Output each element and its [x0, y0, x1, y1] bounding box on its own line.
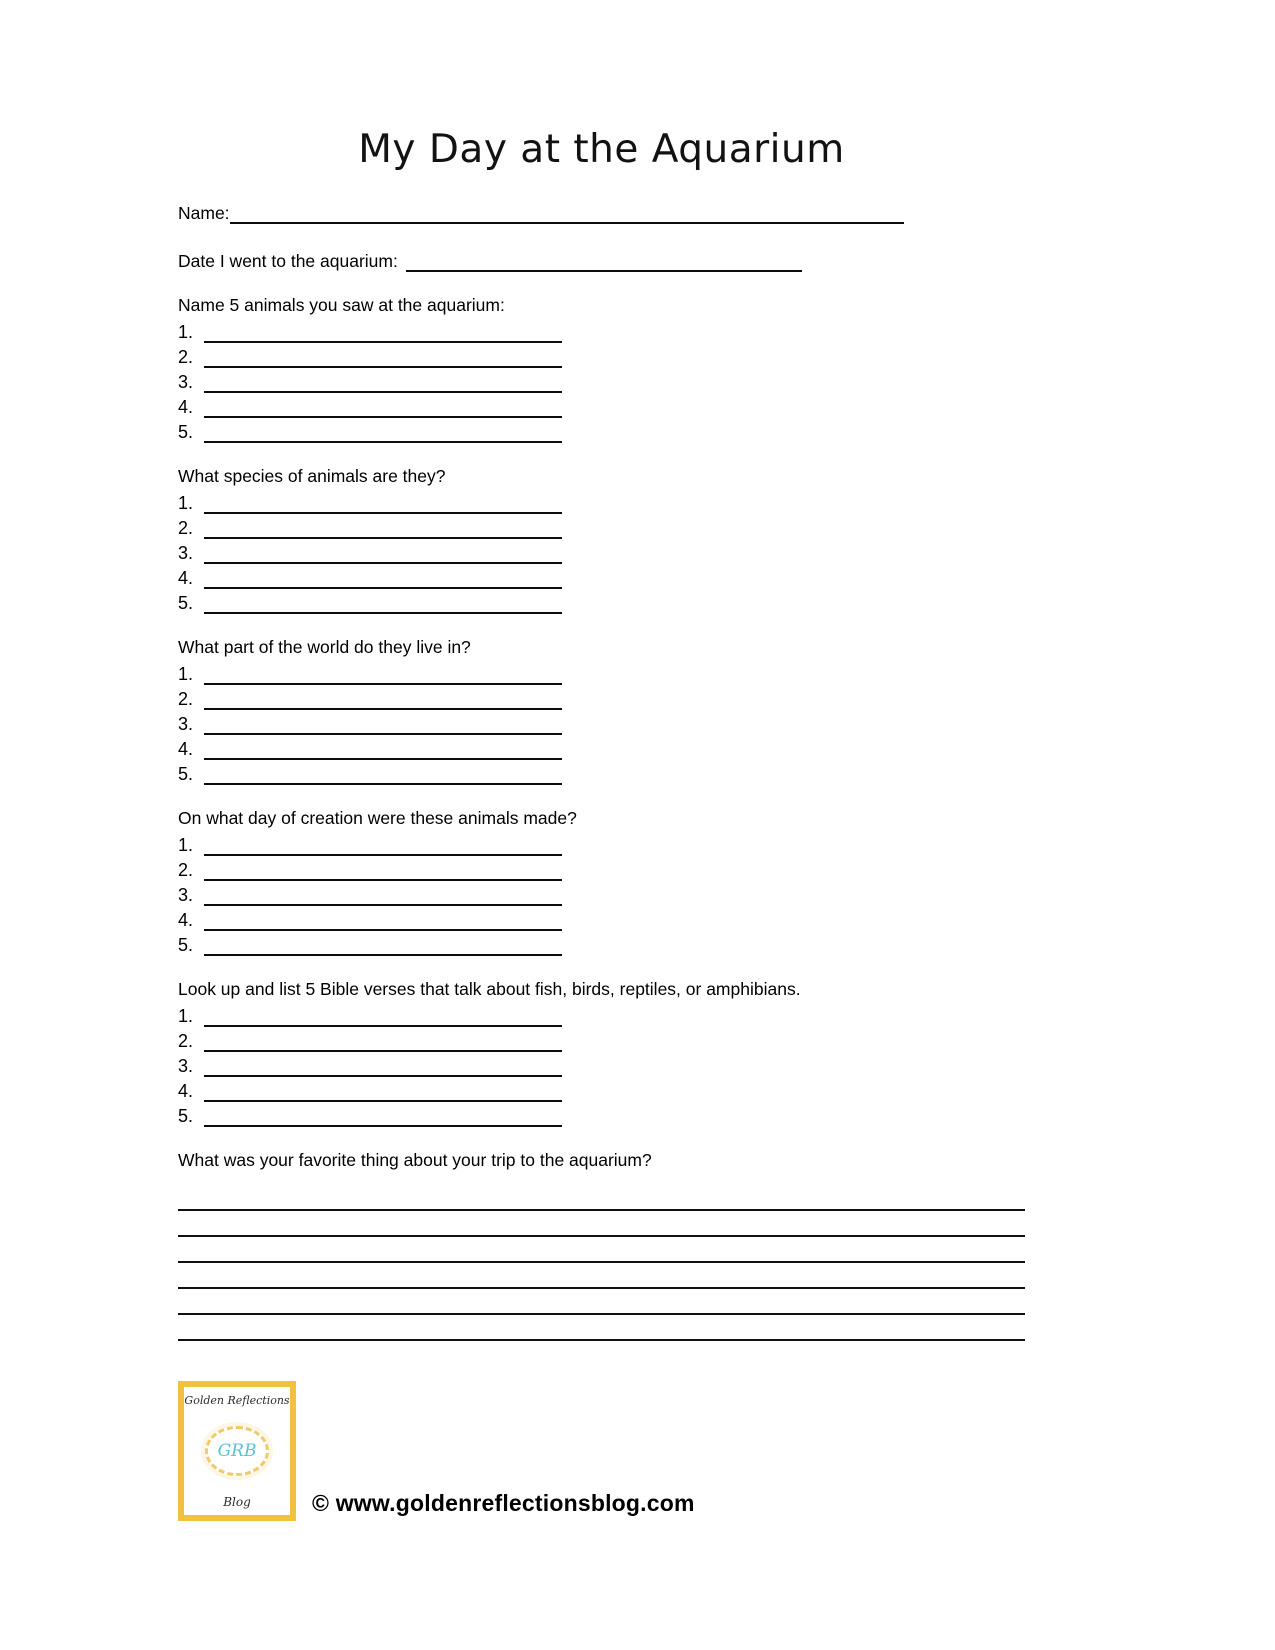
item-number: 3. [178, 885, 194, 905]
golden-reflections-logo [178, 1381, 296, 1521]
numbered-answer-row [178, 760, 1025, 785]
answer-blank-line [204, 687, 562, 710]
answer-blank-line [204, 1079, 562, 1102]
item-number: 4. [178, 397, 194, 417]
essay-blank-line [178, 1211, 1025, 1237]
numbered-answer-row [178, 881, 1025, 906]
numbered-answer-row [178, 514, 1025, 539]
section-heading: Name 5 animals you saw at the aquarium: [178, 295, 505, 315]
answer-blank-line [204, 883, 562, 906]
numbered-answer-row [178, 906, 1025, 931]
answer-blank-line [204, 712, 562, 735]
section-heading: What species of animals are they? [178, 466, 446, 486]
item-number: 3. [178, 372, 194, 392]
item-number: 4. [178, 568, 194, 588]
section-heading: What part of the world do they live in? [178, 637, 471, 657]
item-number: 1. [178, 322, 194, 342]
item-number: 5. [178, 764, 194, 784]
section-heading: On what day of creation were these animals made? [178, 808, 577, 828]
item-number: 1. [178, 493, 194, 513]
item-number: 2. [178, 1031, 194, 1051]
numbered-answer-row [178, 735, 1025, 760]
numbered-answer-row [178, 418, 1025, 443]
question-sections [178, 292, 1025, 1127]
essay-heading: What was your favorite thing about your trip to the aquarium? [178, 1150, 652, 1170]
essay-section [178, 1147, 1025, 1341]
answer-blank-line [204, 1104, 562, 1127]
answer-blank-line [204, 858, 562, 881]
answer-blank-line [204, 1004, 562, 1027]
date-blank-line [406, 250, 802, 272]
answer-blank-line [204, 566, 562, 589]
answer-blank-line [204, 491, 562, 514]
page-title: My Day at the Aquarium [358, 127, 845, 172]
item-number: 3. [178, 543, 194, 563]
name-blank-line [230, 202, 904, 224]
numbered-answer-row [178, 393, 1025, 418]
answer-blank-line [204, 662, 562, 685]
item-number: 2. [178, 347, 194, 367]
footer [178, 1381, 1025, 1521]
copyright-text: © www.goldenreflectionsblog.com [312, 1490, 695, 1516]
logo-sunburst-icon [205, 1426, 269, 1476]
answer-blank-line [204, 591, 562, 614]
date-label: Date I went to the aquarium: [178, 251, 398, 271]
answer-blank-line [204, 320, 562, 343]
essay-blank-line [178, 1263, 1025, 1289]
numbered-answer-row [178, 539, 1025, 564]
answer-blank-line [204, 933, 562, 956]
answer-blank-line [204, 1029, 562, 1052]
numbered-answer-row [178, 489, 1025, 514]
item-number: 4. [178, 1081, 194, 1101]
numbered-answer-row [178, 368, 1025, 393]
numbered-answer-row [178, 1052, 1025, 1077]
essay-blank-line [178, 1289, 1025, 1315]
item-number: 2. [178, 518, 194, 538]
answer-blank-line [204, 516, 562, 539]
essay-blank-line [178, 1315, 1025, 1341]
numbered-answer-row [178, 660, 1025, 685]
item-number: 5. [178, 422, 194, 442]
numbered-answer-row [178, 318, 1025, 343]
numbered-answer-row [178, 1027, 1025, 1052]
question-section-1 [178, 292, 1025, 443]
answer-blank-line [204, 762, 562, 785]
item-number: 3. [178, 714, 194, 734]
item-number: 2. [178, 860, 194, 880]
date-field-row [178, 250, 1025, 272]
answer-blank-line [204, 370, 562, 393]
answer-blank-line [204, 1054, 562, 1077]
question-section-4 [178, 805, 1025, 956]
numbered-answer-row [178, 1002, 1025, 1027]
answer-blank-line [204, 833, 562, 856]
numbered-answer-row [178, 856, 1025, 881]
logo-top-text: Golden Reflections [184, 1394, 290, 1407]
answer-blank-line [204, 541, 562, 564]
numbered-answer-row [178, 831, 1025, 856]
numbered-answer-row [178, 931, 1025, 956]
numbered-answer-row [178, 343, 1025, 368]
item-number: 1. [178, 664, 194, 684]
item-number: 3. [178, 1056, 194, 1076]
numbered-answer-row [178, 710, 1025, 735]
essay-blank-line [178, 1185, 1025, 1211]
answer-blank-line [204, 737, 562, 760]
logo-bottom-text: Blog [223, 1495, 251, 1509]
section-heading: Look up and list 5 Bible verses that talk about fish, birds, reptiles, or amphibians. [178, 979, 801, 999]
item-number: 5. [178, 593, 194, 613]
item-number: 5. [178, 1106, 194, 1126]
item-number: 4. [178, 739, 194, 759]
answer-blank-line [204, 395, 562, 418]
logo-grb-monogram: GRB [217, 1441, 257, 1461]
name-field-row [178, 202, 1025, 224]
essay-blank-line [178, 1237, 1025, 1263]
item-number: 4. [178, 910, 194, 930]
question-section-2 [178, 463, 1025, 614]
numbered-answer-row [178, 589, 1025, 614]
answer-blank-line [204, 420, 562, 443]
item-number: 5. [178, 935, 194, 955]
item-number: 1. [178, 835, 194, 855]
numbered-answer-row [178, 1102, 1025, 1127]
name-label: Name: [178, 203, 230, 223]
essay-blank-lines [178, 1185, 1025, 1341]
answer-blank-line [204, 345, 562, 368]
numbered-answer-row [178, 685, 1025, 710]
question-section-5 [178, 976, 1025, 1127]
item-number: 2. [178, 689, 194, 709]
numbered-answer-row [178, 1077, 1025, 1102]
worksheet-content [178, 0, 1025, 1521]
numbered-answer-row [178, 564, 1025, 589]
answer-blank-line [204, 908, 562, 931]
question-section-3 [178, 634, 1025, 785]
item-number: 1. [178, 1006, 194, 1026]
